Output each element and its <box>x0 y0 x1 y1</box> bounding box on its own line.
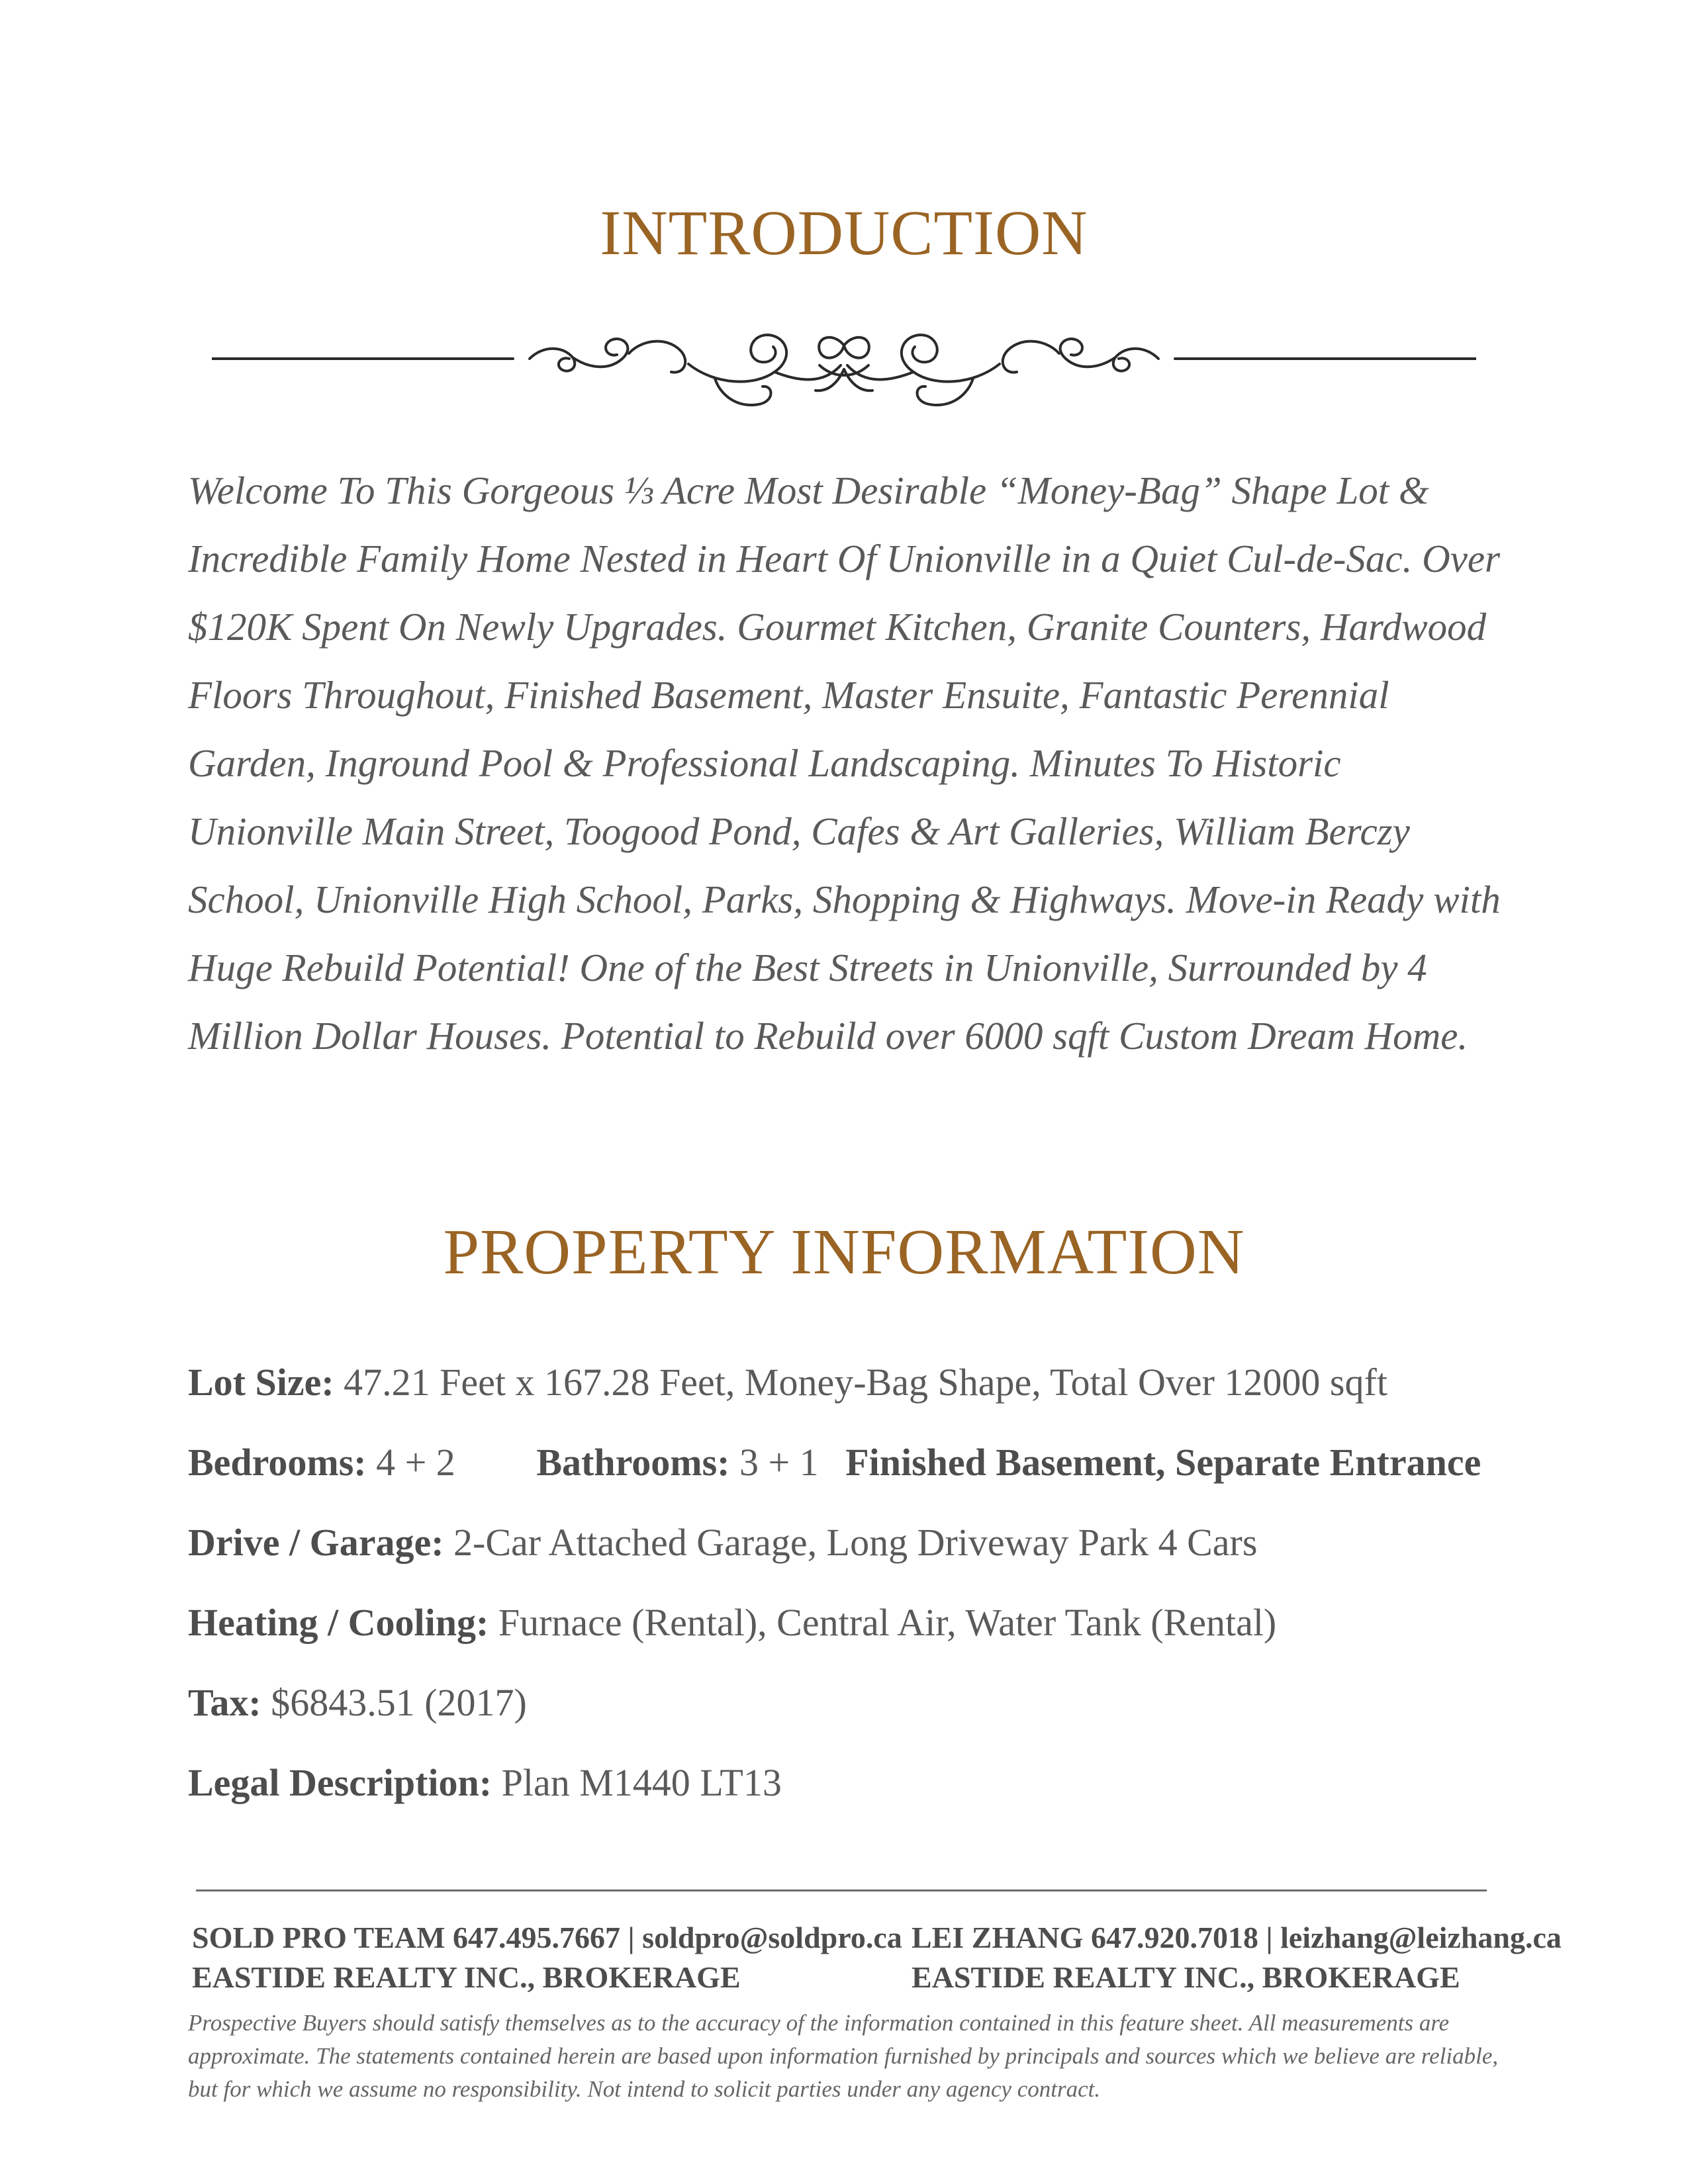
disclaimer-text: Prospective Buyers should satisfy themselves as to the accuracy of the information contained in this feature sheet. All measurements are approximate. The statements contained herein are based upon information furnished by principals and sources which we believe are reliable, but for which we assume no responsibility. Not intend to solicit parties under any agency contract. <box>188 2010 1499 2102</box>
lot-size-row <box>188 1342 1512 1422</box>
contact-left-line1: SOLD PRO TEAM 647.495.7667 | soldpro@soldpro.ca <box>192 1921 902 1954</box>
contact-right-line2: EASTIDE REALTY INC., BROKERAGE <box>912 1960 1460 1994</box>
garage-label: Drive / Garage: <box>188 1521 444 1564</box>
scroll-flourish-divider-icon <box>212 306 1476 418</box>
legal-description-row <box>188 1743 1512 1823</box>
heating-value: Furnace (Rental), Central Air, Water Tank (Rental) <box>498 1601 1277 1644</box>
rooms-row <box>188 1422 1512 1502</box>
property-details-list <box>188 1342 1512 1823</box>
bathrooms-value: 3 + 1 <box>739 1441 819 1484</box>
contact-right-line1: LEI ZHANG 647.920.7018 | leizhang@leizhang.ca <box>912 1921 1562 1954</box>
heating-label: Heating / Cooling: <box>188 1601 489 1644</box>
bathrooms-label: Bathrooms: <box>536 1441 730 1484</box>
lot-size-label: Lot Size: <box>188 1361 334 1404</box>
legal-description-label: Legal Description: <box>188 1761 492 1804</box>
garage-row <box>188 1502 1512 1582</box>
bedrooms-value: 4 + 2 <box>376 1441 455 1484</box>
contact-block-right <box>912 1918 1562 1997</box>
lot-size-value: 47.21 Feet x 167.28 Feet, Money-Bag Shape, Total Over 12000 sqft <box>344 1361 1387 1404</box>
tax-value: $6843.51 (2017) <box>271 1681 527 1724</box>
basement-note: Finished Basement, Separate Entrance <box>845 1441 1481 1484</box>
contact-left-line2: EASTIDE REALTY INC., BROKERAGE <box>192 1960 741 1994</box>
contact-block-left <box>192 1918 902 1997</box>
bedrooms-label: Bedrooms: <box>188 1441 367 1484</box>
heating-row <box>188 1582 1512 1662</box>
tax-label: Tax: <box>188 1681 261 1724</box>
introduction-heading: INTRODUCTION <box>600 197 1088 268</box>
garage-value: 2-Car Attached Garage, Long Driveway Park 4 Cars <box>453 1521 1258 1564</box>
legal-description-value: Plan M1440 LT13 <box>501 1761 782 1804</box>
tax-row <box>188 1662 1512 1743</box>
property-information-heading: PROPERTY INFORMATION <box>443 1216 1245 1288</box>
footer-divider <box>196 1889 1487 1891</box>
introduction-text: Welcome To This Gorgeous ⅓ Acre Most Desirable “Money-Bag” Shape Lot & Incredible Family Home Nested in Heart Of Unionville in a Quiet Cul-de-Sac. Over $120K Spent On Newly Upgrades. Gourmet Kitchen, Granite Counters, Hardwood Floors Throughout, Finished Basement, Master Ensuite, Fantastic Perennial Garden, Inground Pool & Professional Landscaping. Minutes To Historic Unionville Main Street, Toogood Pond, Cafes & Art Galleries, William Berczy School, Unionville High School, Parks, Shopping & Highways. Move-in Ready with Huge Rebuild Potential! One of the Best Streets in Unionville, Surrounded by 4 Million Dollar Houses. Potential to Rebuild over 6000 sqft Custom Dream Home. <box>188 469 1501 1058</box>
